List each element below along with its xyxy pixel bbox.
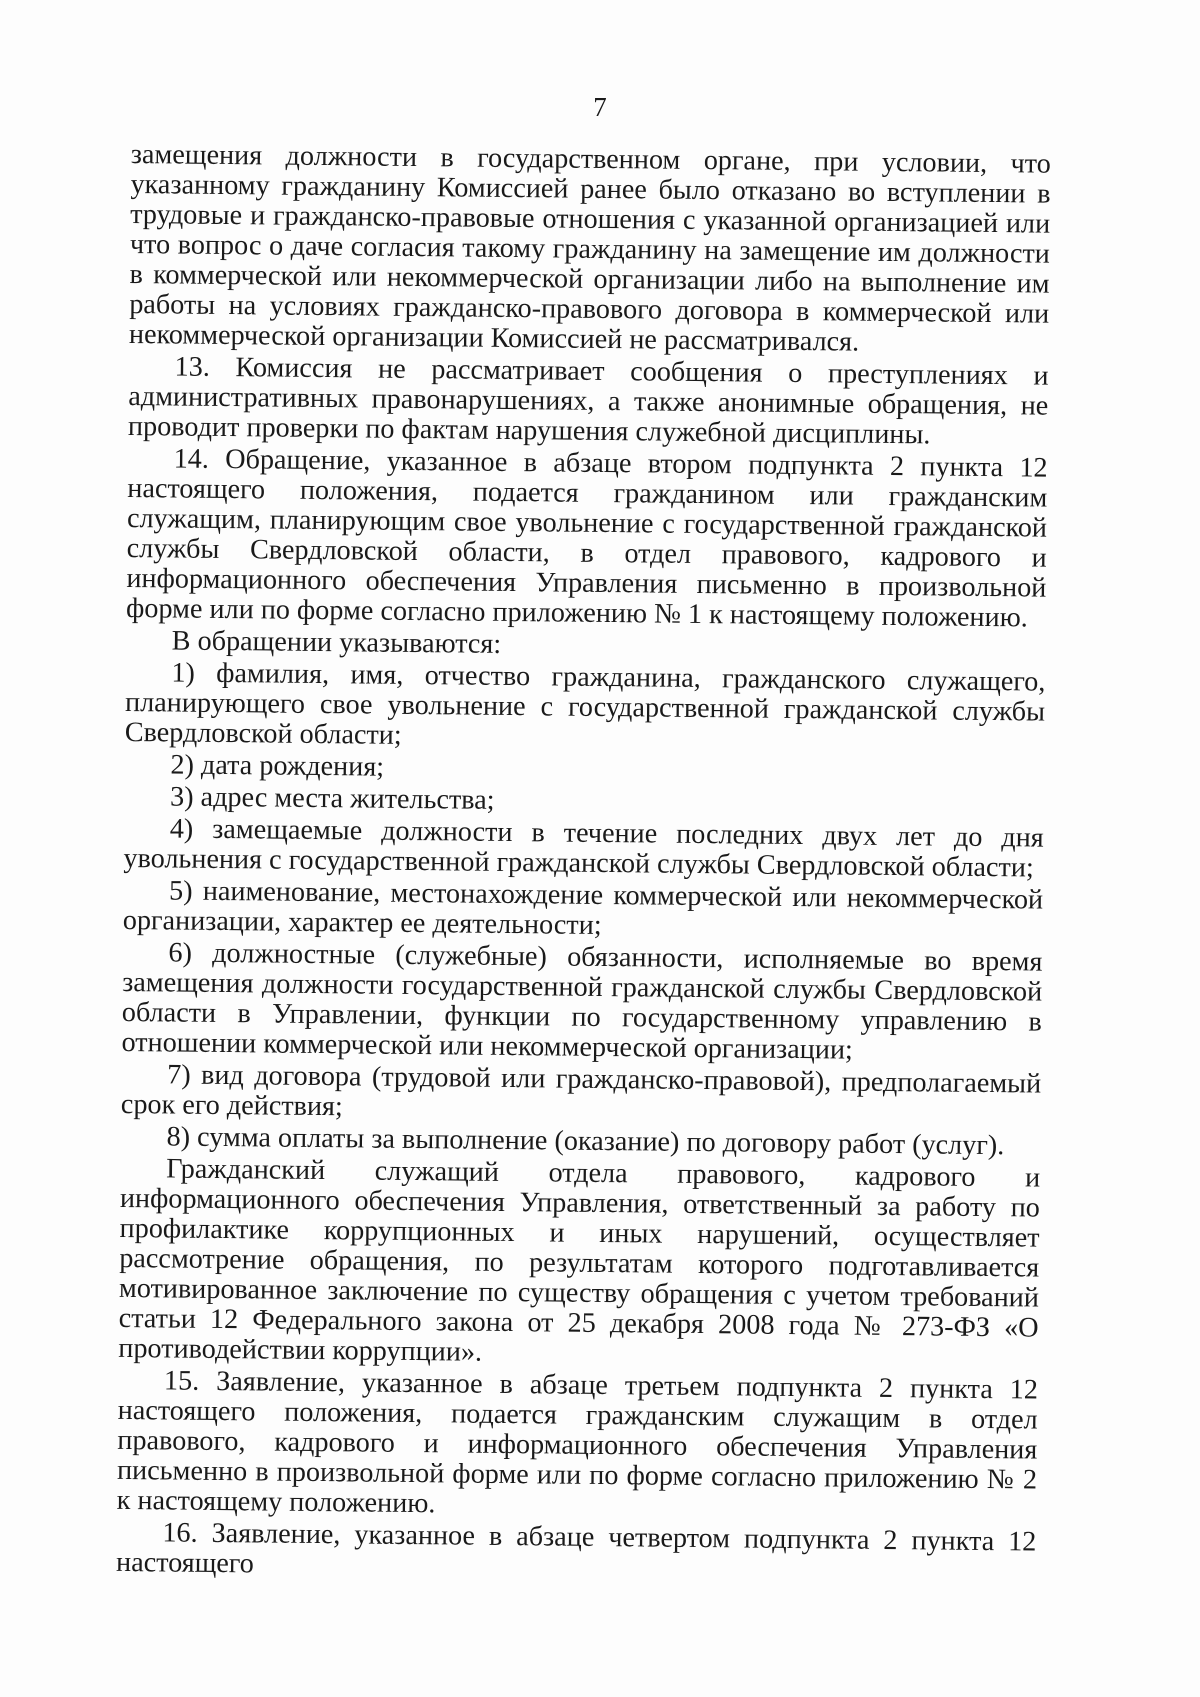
list-item-7: 7) вид договора (трудовой или гражданско-правовой), предполагаемый срок его действия; xyxy=(120,1059,1042,1123)
paragraph-item-14: 14. Обращение, указанное в абзаце втором подпункта 2 пункта 12 настоящего положения, подается гражданином или гражданским служащим, планирующим свое увольнение с государственной гражданской службы Свердловской области, в отдел правового, кадрового и информационного обеспечения Управления письменно в произвольной форме или по форме согласно приложению № 1 к настоящему положению. xyxy=(125,443,1048,634)
paragraph-review-procedure: Гражданский служащий отдела правового, кадрового и информационного обеспечения Управления, ответственный за работу по профилактике коррупционных и иных нарушений, осуществляет рассмотрение обращения, по результатам которого подготавливается мотивированное заключение по существу обращения с учетом требований статьи 12 Федерального закона от 25 декабря 2008 года № 273-ФЗ «О противодействии коррупции». xyxy=(118,1153,1041,1368)
paragraph-item-15: 15. Заявление, указанное в абзаце третьем подпункта 2 пункта 12 настоящего положения, подается гражданским служащим в отдел правового, кадрового и информационного обеспечения Управления письменно в произвольной форме или по форме согласно приложению № 2 к настоящему положению. xyxy=(116,1365,1039,1520)
paragraph-item-13: 13. Комиссия не рассматривает сообщения о преступлениях и административных правонарушениях, а также анонимные обращения, не проводит проверки по фактам нарушения служебной дисциплины. xyxy=(127,351,1049,451)
paragraph-item-16: 16. Заявление, указанное в абзаце четвертом подпункта 2 пункта 12 настоящего xyxy=(115,1517,1037,1580)
paragraph-continuation: замещения должности в государственном органе, при условии, что указанному гражданину Комиссией ранее было отказано во вступлении в трудовые и гражданско-правовые отношения с указанной организацией или что вопрос о даче согласия такому гражданину на замещение им должности в коммерческой или некоммерческой организации либо на выполнение им работы на условиях гражданско-правового договора в коммерческой или некоммерческой организации Комиссией не рассматривался. xyxy=(128,139,1051,358)
list-item-4: 4) замещаемые должности в течение последних двух лет до дня увольнения с государственной гражданской службы Свердловской области; xyxy=(123,813,1044,884)
list-item-8: 8) сумма оплаты за выполнение (оказание) по договору работ (услуг). xyxy=(166,1121,1005,1162)
page-number: 7 xyxy=(593,92,607,122)
list-item-3: 3) адрес места жительства; xyxy=(169,781,495,816)
document-body xyxy=(116,140,1051,1588)
list-item-6: 6) должностные (служебные) обязанности, исполняемые во время замещения должности государственной гражданской службы Свердловской области в Управлении, функции по государственному управлению в отношении коммерческой или некоммерческой организации; xyxy=(121,937,1043,1066)
list-item-1: 1) фамилия, имя, отчество гражданина, гражданского служащего, планирующего свое увольнение с государственной гражданской службы Свердловской области; xyxy=(124,657,1046,751)
list-item-2: 2) дата рождения; xyxy=(170,749,385,783)
list-item-5: 5) наименование, местонахождение коммерческой или некоммерческой организации, характер ее деятельности; xyxy=(122,875,1044,941)
paragraph-appeal-contents-intro: В обращении указываются: xyxy=(171,625,502,660)
